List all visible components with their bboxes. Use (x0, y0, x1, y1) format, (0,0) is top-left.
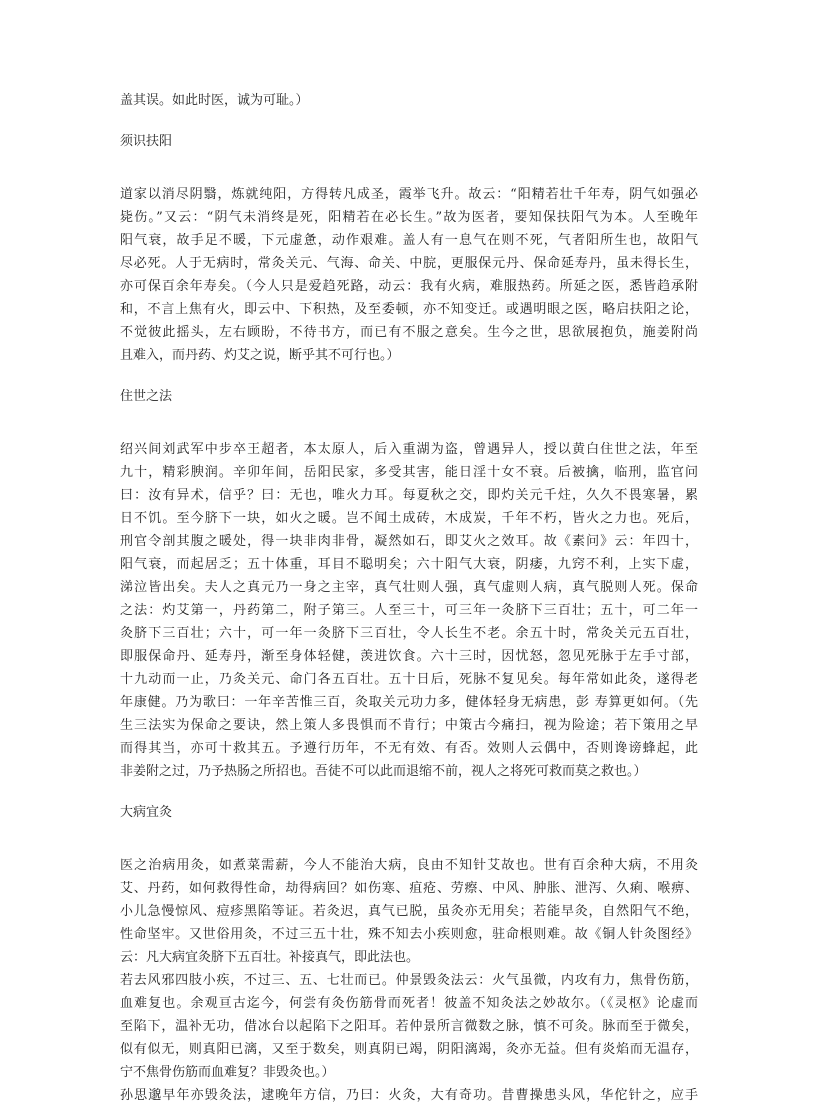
paragraph-line: 云：凡大病宜灸脐下五百壮。补接真气，即此法也。 (120, 950, 420, 965)
paragraph-line: 灸脐下三百壮；六十，可一年一灸脐下三百壮，令人长生不老。余五十时，常灸关元五百壮， (120, 626, 698, 641)
paragraph-line: 不觉彼此摇头，左右顾盼，不待书方，而已有不服之意矣。生今之世，思欲展抱负，施姜附尚 (120, 325, 698, 340)
section-body-dabing (120, 854, 698, 1107)
paragraph-line: 艾、丹药，如何救得性命，劫得病回？如伤寒、疽疮、劳瘵、中风、肿胀、泄泻、久痢、喉痹、 (120, 881, 698, 896)
paragraph-line: 即服保命丹、延寿丹，渐至身体轻健，羡进饮食。六十三时，因忧怒，忽见死脉于左手寸部， (120, 649, 698, 664)
paragraph-line: 毙伤。”又云：“阴气未消终是死，阳精若在必长生。”故为医者，要知保扶阳气为本。人至晚年 (120, 210, 698, 225)
paragraph-line: 日不饥。至今脐下一块，如火之暖。岂不闻土成砖，木成炭，千年不朽，皆火之力也。死后， (120, 511, 698, 526)
paragraph-line: 之法：灼艾第一，丹药第二，附子第三。人至三十，可三年一灸脐下三百壮；五十，可二年一 (120, 603, 698, 618)
paragraph-line: 孙思邈早年亦毁灸法，逮晚年方信，乃曰：火灸，大有奇功。昔曹操患头风，华佗针之，应手 (120, 1088, 698, 1103)
paragraph-line: 亦可保百余年寿矣。（今人只是爱趋死路，动云：我有火病，难服热药。所延之医，悉皆趋承附 (120, 279, 698, 294)
paragraph-line: 道家以消尽阴翳，炼就纯阳，方得转凡成圣，霞举飞升。故云：“阳精若壮千年寿，阴气如强必 (120, 187, 698, 202)
paragraph-line: 生三法实为保命之要诀，然上策人多畏惧而不肯行；中策古今痛扫，视为险途；若下策用之早 (120, 718, 698, 733)
paragraph-line: 小儿急慢惊风、痘疹黑陷等证。若灸迟，真气已脱，虽灸亦无用矣；若能早灸，自然阳气不绝， (120, 904, 698, 919)
paragraph-line: 刑官令剖其腹之暖处，得一块非肉非骨，凝然如石，即艾火之效耳。故《素问》云：年四十， (120, 534, 698, 549)
paragraph-line: 且难入，而丹药、灼艾之说，断乎其不可行也。） (120, 348, 400, 363)
paragraph-line: 宁不焦骨伤筋而血难复？非毁灸也。） (120, 1065, 335, 1080)
paragraph-line: 若去风邪四肢小疾，不过三、五、七壮而已。仲景毁灸法云：火气虽微，内攻有力，焦骨伤筋， (120, 973, 698, 988)
paragraph-line: 而得其当，亦可十救其五。予遵行历年，不无有效、有否。效则人云偶中，否则谗谤蜂起，此 (120, 741, 698, 756)
intro-line: 盖其误。如此时医，诚为可耻。） (120, 93, 309, 108)
paragraph-line: 血难复也。余观亘古迄今，何尝有灸伤筋骨而死者！彼盖不知灸法之妙故尔。（《灵枢》论虚而 (120, 996, 698, 1011)
paragraph-line: 年康健。乃为歌曰：一年辛苦惟三百，灸取关元功力多，健体轻身无病患，彭 寿算更如何。（先 (120, 695, 698, 710)
paragraph-line: 涕泣皆出矣。夫人之真元乃一身之主宰，真气壮则人强，真气虚则人病，真气脱则人死。保命 (120, 580, 698, 595)
paragraph-line: 曰：汝有异术，信乎？曰：无也，唯火力耳。每夏秋之交，即灼关元千炷，久久不畏寒暑，累 (120, 488, 698, 503)
section-body-zhushi (120, 438, 698, 783)
paragraph-line: 九十，精彩腴润。辛卯年间，岳阳民家，多受其害，能日淫十女不衰。后被擒，临刑，监官问 (120, 465, 698, 480)
section-heading-zhushi: 住世之法 (120, 389, 173, 404)
paragraph-line: 非姜附之过，乃予热肠之所招也。吾徒不可以此而退缩不前，视人之将死可救而莫之救也。） (120, 764, 647, 779)
paragraph-line: 医之治病用灸，如煮菜需薪，今人不能治大病，良由不知针艾故也。世有百余种大病，不用灸 (120, 858, 698, 873)
section-heading-fuyang: 须识扶阳 (120, 134, 173, 149)
paragraph-line: 阳气衰，而起居乏；五十体重，耳目不聪明矣；六十阳气大衰，阴痿，九窍不利，上实下虚， (120, 557, 698, 572)
paragraph-line: 阳气衰，故手足不暖，下元虚惫，动作艰难。盖人有一息气在则不死，气者阳所生也，故阳气 (120, 233, 698, 248)
paragraph-line: 至陷下，温补无功，借冰台以起陷下之阳耳。若仲景所言微数之脉，慎不可灸。脉而至于微矣， (120, 1019, 698, 1034)
section-body-fuyang (120, 183, 698, 367)
paragraph-line: 十九动而一止，乃灸关元、命门各五百壮。五十日后，死脉不复见矣。每年常如此灸，遂得老 (120, 672, 698, 687)
paragraph-line: 尽必死。人于无病时，常灸关元、气海、命关、中脘，更服保元丹、保命延寿丹，虽未得长生， (120, 256, 698, 271)
document-page (120, 89, 698, 1107)
paragraph-line: 性命坚牢。又世俗用灸，不过三五十壮，殊不知去小疾则愈，驻命根则难。故《铜人针灸图经》 (120, 927, 698, 942)
paragraph-line: 和，不言上焦有火，即云中、下积热，及至委顿，亦不知变迁。或遇明眼之医，略启扶阳之论， (120, 302, 698, 317)
section-heading-dabing: 大病宜灸 (120, 805, 173, 820)
paragraph-line: 绍兴间刘武军中步卒王超者，本太原人，后入重湖为盗，曾遇异人，授以黄白住世之法，年至 (120, 442, 698, 457)
paragraph-line: 似有似无，则真阳已漓，又至于数矣，则真阴已竭，阴阳漓竭，灸亦无益。但有炎焰而无温存， (120, 1042, 698, 1057)
